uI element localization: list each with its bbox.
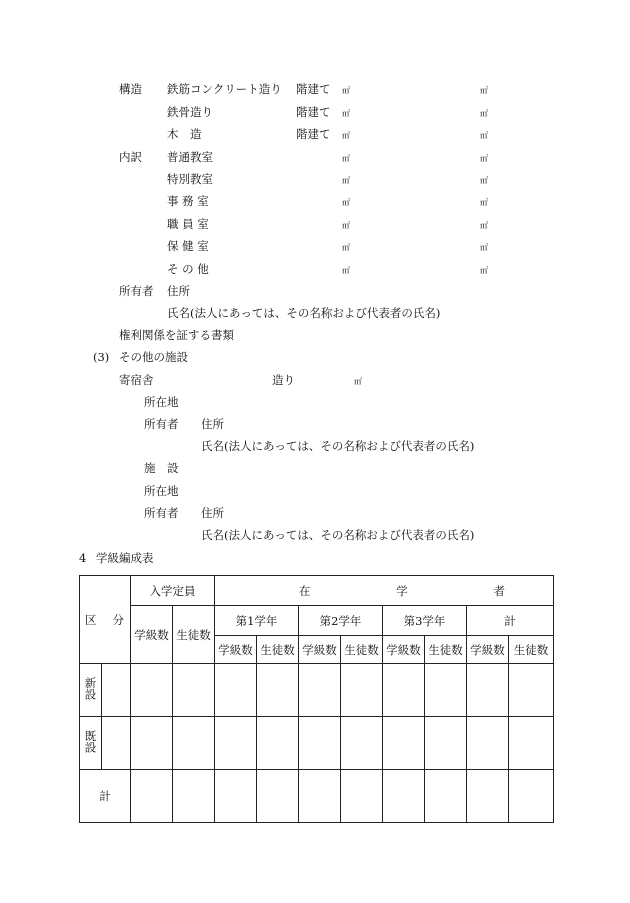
students-header: 生徒数 (509, 636, 554, 664)
year3-header: 第3学年 (383, 606, 467, 636)
breakdown-item: 特別教室 (167, 172, 213, 186)
students-header: 生徒数 (425, 636, 467, 664)
section3-title: その他の施設 (119, 350, 188, 364)
table-cell (215, 717, 257, 770)
structure-rc: 鉄筋コンクリート造り (167, 82, 282, 96)
location-label: 所在地 (144, 395, 179, 409)
table-cell (383, 664, 425, 717)
location-label: 所在地 (144, 484, 179, 498)
table-cell (102, 664, 131, 717)
classes-header: 学級数 (467, 636, 509, 664)
table-cell (509, 770, 554, 823)
section3-number: (3) (93, 350, 110, 364)
row-label-existing: 既設 (80, 717, 102, 770)
sqm-unit: ㎡ (480, 266, 488, 275)
structure-steel: 鉄骨造り (167, 105, 213, 119)
sqm-unit: ㎡ (342, 243, 350, 252)
category-ku: 区 (85, 612, 97, 627)
classes-header: 学級数 (383, 636, 425, 664)
year2-header: 第2学年 (299, 606, 383, 636)
capacity-students-header: 生徒数 (173, 606, 215, 664)
structure-label: 構造 (119, 82, 142, 96)
classes-header: 学級数 (299, 636, 341, 664)
breakdown-item: 事 務 室 (167, 194, 209, 208)
table-row (80, 664, 554, 717)
table-cell (467, 717, 509, 770)
table-cell (341, 717, 383, 770)
sqm-unit: ㎡ (342, 198, 350, 207)
total-col-header: 計 (467, 606, 554, 636)
owner-name: 氏名(法人にあっては、その名称および代表者の氏名) (201, 528, 475, 542)
students-header: 生徒数 (257, 636, 299, 664)
sqm-unit: ㎡ (342, 266, 350, 275)
table-cell (299, 770, 341, 823)
owner-address: 住所 (167, 284, 190, 298)
breakdown-item: そ の 他 (167, 262, 209, 276)
table-cell (509, 664, 554, 717)
category-bun: 分 (112, 612, 124, 627)
breakdown-item: 職 員 室 (167, 217, 209, 231)
owner-name: 氏名(法人にあっては、その名称および代表者の氏名) (201, 439, 475, 453)
table-cell (299, 664, 341, 717)
facility-label: 施 設 (144, 461, 179, 475)
table-cell (173, 770, 215, 823)
table-cell (257, 664, 299, 717)
class-organization-table (79, 575, 554, 823)
sqm-unit: ㎡ (342, 86, 350, 95)
dorm-construct: 造り (272, 373, 295, 387)
sqm-unit: ㎡ (342, 154, 350, 163)
sqm-unit: ㎡ (342, 176, 350, 185)
table-cell (131, 770, 173, 823)
sqm-unit: ㎡ (342, 221, 350, 230)
breakdown-label: 内訳 (119, 150, 142, 164)
row-label-new: 新設 (80, 664, 102, 717)
table-cell (425, 717, 467, 770)
rights-doc: 権利関係を証する書類 (119, 328, 234, 342)
table-cell (215, 664, 257, 717)
enrolled-gaku: 学 (396, 583, 408, 598)
table-cell (173, 664, 215, 717)
table-cell (341, 664, 383, 717)
table-cell (383, 770, 425, 823)
students-header: 生徒数 (341, 636, 383, 664)
table-cell (257, 717, 299, 770)
table-cell (131, 717, 173, 770)
structure-floors: 階建て (296, 82, 331, 96)
breakdown-item: 普通教室 (167, 150, 213, 164)
table-cell (215, 770, 257, 823)
table-row (80, 770, 554, 823)
owner-label: 所有者 (144, 506, 179, 520)
dorm-label: 寄宿舎 (119, 373, 154, 387)
owner-name: 氏名(法人にあっては、その名称および代表者の氏名) (167, 306, 441, 320)
sqm-unit: ㎡ (480, 198, 488, 207)
owner-address: 住所 (201, 417, 224, 431)
owner-label: 所有者 (119, 284, 154, 298)
row-label-total: 計 (80, 770, 131, 823)
sqm-unit: ㎡ (354, 377, 362, 386)
enrolled-header (215, 576, 554, 606)
enrolled-zai: 在 (299, 583, 311, 598)
table-cell (299, 717, 341, 770)
owner-label: 所有者 (144, 417, 179, 431)
category-header (80, 576, 131, 664)
structure-floors: 階建て (296, 105, 331, 119)
capacity-classes-header: 学級数 (131, 606, 173, 664)
sqm-unit: ㎡ (480, 176, 488, 185)
capacity-header: 入学定員 (131, 576, 215, 606)
structure-floors: 階建て (296, 127, 331, 141)
classes-header: 学級数 (215, 636, 257, 664)
sqm-unit: ㎡ (480, 131, 488, 140)
sqm-unit: ㎡ (480, 221, 488, 230)
section4-number: 4 (79, 551, 87, 565)
table-cell (341, 770, 383, 823)
sqm-unit: ㎡ (342, 109, 350, 118)
sqm-unit: ㎡ (480, 86, 488, 95)
structure-wood: 木 造 (167, 127, 202, 141)
table-cell (383, 717, 425, 770)
enrolled-sha: 者 (493, 583, 505, 598)
table-cell (425, 664, 467, 717)
section4-title: 学級編成表 (96, 551, 154, 565)
table-cell (425, 770, 467, 823)
table-row (80, 717, 554, 770)
table-cell (509, 717, 554, 770)
table-cell (257, 770, 299, 823)
table-cell (102, 717, 131, 770)
table-cell (467, 770, 509, 823)
sqm-unit: ㎡ (342, 131, 350, 140)
sqm-unit: ㎡ (480, 243, 488, 252)
breakdown-item: 保 健 室 (167, 239, 209, 253)
owner-address: 住所 (201, 506, 224, 520)
sqm-unit: ㎡ (480, 154, 488, 163)
table-cell (467, 664, 509, 717)
sqm-unit: ㎡ (480, 109, 488, 118)
table-cell (173, 717, 215, 770)
table-cell (131, 664, 173, 717)
year1-header: 第1学年 (215, 606, 299, 636)
